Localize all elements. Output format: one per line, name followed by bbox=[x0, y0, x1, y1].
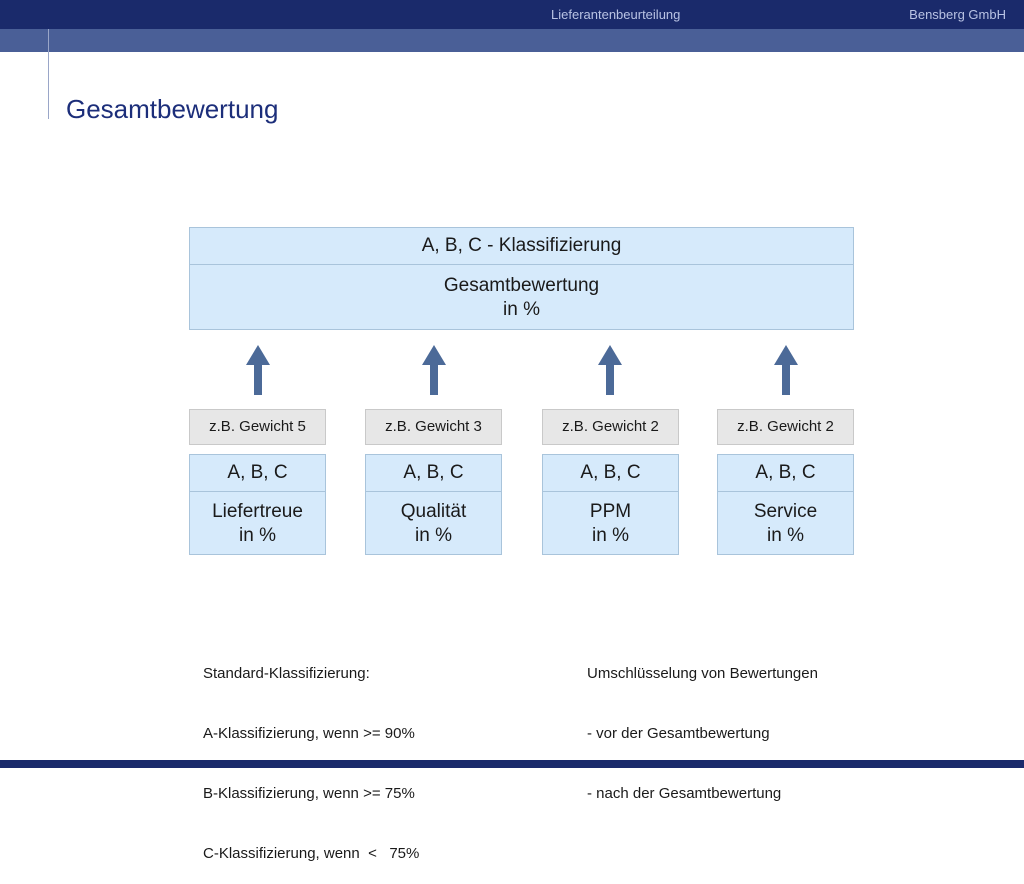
note-line: A-Klassifizierung, wenn >= 90% bbox=[203, 725, 415, 742]
criterion-class: A, B, C bbox=[755, 462, 816, 483]
classification-label: A, B, C - Klassifizierung bbox=[421, 235, 622, 256]
criterion-box bbox=[365, 454, 502, 555]
criterion-unit: in % bbox=[239, 525, 276, 546]
criterion-cell bbox=[366, 491, 501, 548]
header-company: Bensberg GmbH bbox=[909, 7, 1006, 22]
total-rating-unit: in % bbox=[503, 299, 540, 320]
arrow-up-icon bbox=[598, 345, 622, 395]
arrow-up-icon bbox=[246, 345, 270, 395]
criterion-class: A, B, C bbox=[227, 462, 288, 483]
criterion-unit: in % bbox=[592, 525, 629, 546]
accent-line bbox=[48, 29, 49, 119]
criterion-unit: in % bbox=[415, 525, 452, 546]
note-line: - vor der Gesamtbewertung bbox=[587, 725, 770, 742]
criterion-name: Liefertreue bbox=[212, 501, 303, 522]
criterion-cell bbox=[190, 491, 325, 548]
note-line: - nach der Gesamtbewertung bbox=[587, 785, 782, 802]
criterion-class: A, B, C bbox=[403, 462, 464, 483]
note-line: B-Klassifizierung, wenn >= 75% bbox=[203, 785, 415, 802]
criterion-name: Qualität bbox=[400, 501, 467, 522]
weight-label: z.B. Gewicht 2 bbox=[542, 409, 679, 445]
criterion-box bbox=[542, 454, 679, 555]
criterion-cell bbox=[543, 491, 678, 548]
weight-label: z.B. Gewicht 3 bbox=[365, 409, 502, 445]
header-bar bbox=[0, 0, 1024, 29]
note-line: C-Klassifizierung, wenn < 75% bbox=[203, 845, 420, 862]
page-title: Gesamtbewertung bbox=[66, 94, 279, 124]
overall-box bbox=[189, 227, 854, 330]
criterion-name: Service bbox=[753, 501, 818, 522]
standard-classification-note bbox=[203, 624, 419, 884]
criterion-box bbox=[189, 454, 326, 555]
note-line: Umschlüsselung von Bewertungen bbox=[587, 665, 818, 682]
weight-label: z.B. Gewicht 2 bbox=[717, 409, 854, 445]
criterion-cell bbox=[718, 491, 853, 548]
criterion-unit: in % bbox=[767, 525, 804, 546]
rating-mapping-note bbox=[587, 624, 818, 824]
subheader-bar bbox=[0, 29, 1024, 52]
criterion-box bbox=[717, 454, 854, 555]
total-rating-cell bbox=[190, 264, 853, 322]
criterion-name: PPM bbox=[589, 501, 632, 522]
arrow-up-icon bbox=[422, 345, 446, 395]
criterion-class: A, B, C bbox=[580, 462, 641, 483]
note-line: Standard-Klassifizierung: bbox=[203, 665, 370, 682]
header-title: Lieferantenbeurteilung bbox=[551, 7, 681, 22]
footer-bar bbox=[0, 760, 1024, 768]
total-rating-label: Gesamtbewertung bbox=[443, 275, 600, 296]
arrow-up-icon bbox=[774, 345, 798, 395]
weight-label: z.B. Gewicht 5 bbox=[189, 409, 326, 445]
